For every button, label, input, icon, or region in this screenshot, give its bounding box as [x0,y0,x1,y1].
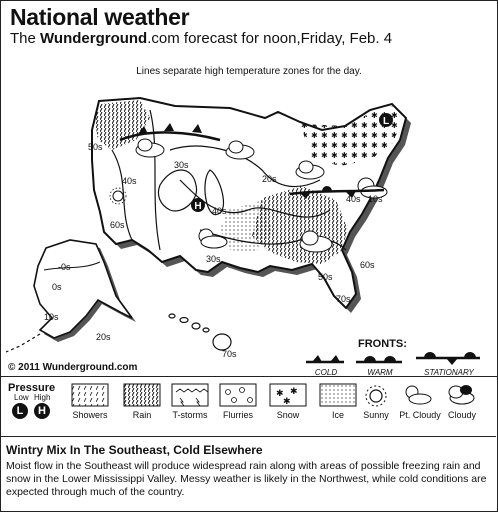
temperature-zone-label: 60s [360,260,375,270]
temperature-zone-label: 0s [52,282,62,292]
front-label-cold: COLD [314,368,338,377]
legend-label-pt-cloudy: Pt. Cloudy [399,410,441,420]
temperature-zone-label: -0s [58,262,71,272]
legend-label-snow: Snow [276,410,300,420]
temperature-zone-label: 10s [44,312,59,322]
temperature-zone-label: 30s [174,160,189,170]
sunny-icon [366,386,386,406]
legend-label-rain: Rain [132,410,152,420]
pressure-title: Pressure [8,382,56,394]
tstorms-swatch [172,384,208,406]
flurries-swatch [220,384,256,406]
temperature-zone-label: 30s [206,254,221,264]
snow-swatch [270,384,306,407]
front-label-warm: WARM [367,368,393,377]
pressure-high-label: High [34,393,51,402]
subtitle-brand: Wunderground [40,30,148,47]
story-headline: Wintry Mix In The Southeast, Cold Elsewhere [6,443,263,457]
cloudy-icon [449,385,474,404]
svg-text:L: L [382,116,390,127]
temperature-zone-label: 40s [212,206,227,216]
map-note: Lines separate high temperature zones for the day. [136,66,362,77]
high-pressure-icon: H [34,403,50,419]
ice-swatch [320,384,356,406]
temperature-zone-label: 50s [88,142,103,152]
legend-label-cloudy: Cloudy [447,410,476,420]
front-label-stationary: STATIONARY [424,368,474,377]
story-body: Moist flow in the Southeast will produce widespread rain along with areas of possible freezing rain and snow in the Lower Mississippi Valley. Messy weather is likely in the Northwest, while cold conditions are expected through much of the country. [6,460,487,498]
svg-text:✱: ✱ [290,387,298,397]
fronts-title: FRONTS: [358,338,407,350]
temperature-zone-label: 60s [110,220,125,230]
subtitle-suffix: .com forecast for noon,Friday, Feb. 4 [147,30,393,47]
showers-swatch [72,384,108,406]
rain-swatch [124,384,160,406]
legend-label-sunny: Sunny [363,410,389,420]
temperature-zone-label: 20s [262,174,277,184]
temperature-zone-label: 40s [346,194,361,204]
legend-label-flurries: Flurries [222,410,253,420]
low-pressure-icon: L [12,403,28,419]
svg-text:✱: ✱ [276,389,284,399]
copyright-text: © 2011 Wunderground.com [8,362,138,373]
subtitle-prefix: The [10,30,41,47]
partly-cloudy-icon [406,386,431,404]
page-title: National weather [10,4,190,30]
legend-label-showers: Showers [72,410,108,420]
temperature-zone-label: 70s [222,349,237,359]
temperature-zone-label: 20s [96,332,111,342]
svg-text:H: H [194,201,202,212]
pressure-low-label: Low [14,393,29,402]
temperature-zone-label: 40s [122,176,137,186]
temperature-zone-label: 70s [336,294,351,304]
temperature-zone-label: 50s [318,272,333,282]
legend-label-tstorms: T-storms [172,410,208,420]
svg-text:✱: ✱ [283,397,291,407]
legend-label-ice: Ice [331,410,344,420]
temperature-zone-label: 10s [368,194,383,204]
